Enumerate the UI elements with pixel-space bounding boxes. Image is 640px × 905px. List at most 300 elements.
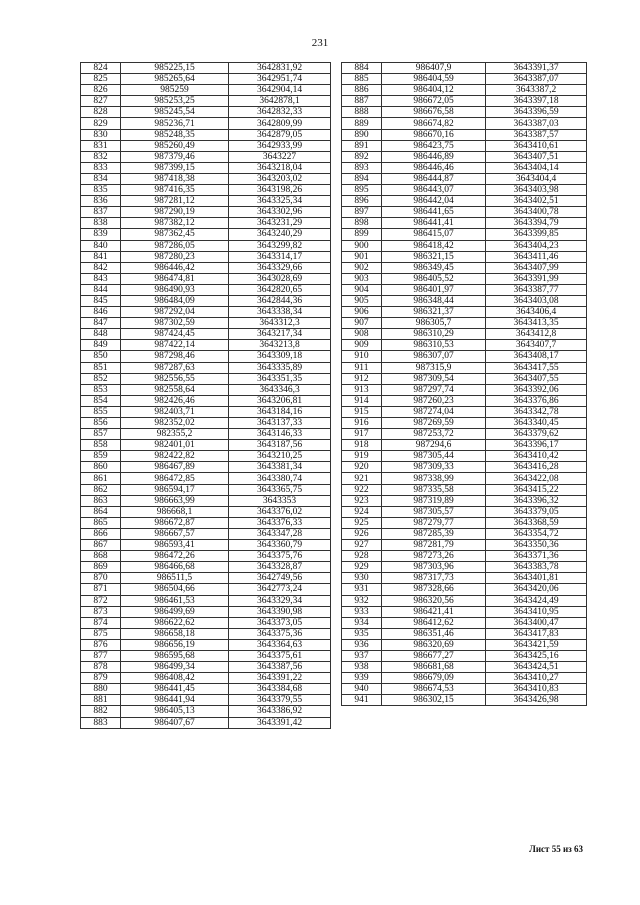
x-coordinate-cell: 987260,23 (382, 395, 486, 406)
table-row (342, 273, 587, 284)
x-coordinate-cell: 986622,62 (121, 617, 229, 628)
y-coordinate-cell: 3643353 (229, 495, 331, 506)
x-coordinate-cell: 986408,42 (121, 673, 229, 684)
x-coordinate-cell: 986676,58 (382, 107, 486, 118)
table-row (81, 140, 331, 151)
table-row (342, 695, 587, 706)
y-coordinate-cell: 3643391,42 (229, 717, 331, 728)
x-coordinate-cell: 985245,54 (121, 107, 229, 118)
y-coordinate-cell: 3643379,55 (229, 695, 331, 706)
point-number-cell: 832 (81, 151, 121, 162)
y-coordinate-cell: 3643309,18 (229, 351, 331, 362)
point-number-cell: 886 (342, 85, 382, 96)
table-row (81, 673, 331, 684)
point-number-cell: 916 (342, 418, 382, 429)
x-coordinate-cell: 987335,58 (382, 484, 486, 495)
point-number-cell: 829 (81, 118, 121, 129)
point-number-cell: 940 (342, 684, 382, 695)
x-coordinate-cell: 985225,15 (121, 63, 229, 74)
y-coordinate-cell: 3643417,55 (486, 362, 587, 373)
point-number-cell: 838 (81, 218, 121, 229)
point-number-cell: 898 (342, 218, 382, 229)
y-coordinate-cell: 3643396,59 (486, 107, 587, 118)
table-row (81, 684, 331, 695)
table-row (342, 562, 587, 573)
table-row (342, 318, 587, 329)
point-number-cell: 926 (342, 528, 382, 539)
y-coordinate-cell: 3643376,33 (229, 517, 331, 528)
y-coordinate-cell: 3643386,92 (229, 706, 331, 717)
table-row (342, 540, 587, 551)
table-row (81, 595, 331, 606)
point-number-cell: 934 (342, 617, 382, 628)
table-row (81, 96, 331, 107)
x-coordinate-cell: 987292,04 (121, 307, 229, 318)
x-coordinate-cell: 986466,68 (121, 562, 229, 573)
y-coordinate-cell: 3643376,86 (486, 395, 587, 406)
y-coordinate-cell: 3643407,51 (486, 151, 587, 162)
y-coordinate-cell: 3643392,06 (486, 384, 587, 395)
y-coordinate-cell: 3643198,26 (229, 185, 331, 196)
table-row (81, 495, 331, 506)
y-coordinate-cell: 3642933,99 (229, 140, 331, 151)
table-row (81, 418, 331, 429)
x-coordinate-cell: 986593,41 (121, 540, 229, 551)
table-row (81, 207, 331, 218)
point-number-cell: 914 (342, 395, 382, 406)
table-row (81, 662, 331, 673)
y-coordinate-cell: 3643360,79 (229, 540, 331, 551)
x-coordinate-cell: 986442,04 (382, 196, 486, 207)
y-coordinate-cell: 3643387,2 (486, 85, 587, 96)
x-coordinate-cell: 987253,72 (382, 429, 486, 440)
y-coordinate-cell: 3643387,57 (486, 129, 587, 140)
x-coordinate-cell: 987382,12 (121, 218, 229, 229)
point-number-cell: 925 (342, 517, 382, 528)
point-number-cell: 888 (342, 107, 382, 118)
y-coordinate-cell: 3642820,65 (229, 284, 331, 295)
table-row (81, 196, 331, 207)
point-number-cell: 930 (342, 573, 382, 584)
y-coordinate-cell: 3643218,04 (229, 162, 331, 173)
point-number-cell: 903 (342, 273, 382, 284)
x-coordinate-cell: 986441,41 (382, 218, 486, 229)
table-row (342, 240, 587, 251)
point-number-cell: 905 (342, 295, 382, 306)
y-coordinate-cell: 3642831,92 (229, 63, 331, 74)
point-number-cell: 880 (81, 684, 121, 695)
point-number-cell: 936 (342, 639, 382, 650)
y-coordinate-cell: 3643299,82 (229, 240, 331, 251)
point-number-cell: 938 (342, 662, 382, 673)
x-coordinate-cell: 985260,49 (121, 140, 229, 151)
y-coordinate-cell: 3643379,05 (486, 506, 587, 517)
y-coordinate-cell: 3643379,62 (486, 429, 587, 440)
point-number-cell: 887 (342, 96, 382, 107)
y-coordinate-cell: 3643403,98 (486, 185, 587, 196)
point-number-cell: 897 (342, 207, 382, 218)
x-coordinate-cell: 982401,01 (121, 440, 229, 451)
point-number-cell: 892 (342, 151, 382, 162)
point-number-cell: 872 (81, 595, 121, 606)
x-coordinate-cell: 986441,65 (382, 207, 486, 218)
table-row (81, 695, 331, 706)
y-coordinate-cell: 3643387,07 (486, 74, 587, 85)
table-row (342, 462, 587, 473)
x-coordinate-cell: 986446,42 (121, 262, 229, 273)
y-coordinate-cell: 3643410,42 (486, 451, 587, 462)
point-number-cell: 919 (342, 451, 382, 462)
table-row (342, 662, 587, 673)
x-coordinate-cell: 986310,29 (382, 329, 486, 340)
table-row (81, 517, 331, 528)
table-row (342, 628, 587, 639)
x-coordinate-cell: 986667,57 (121, 528, 229, 539)
y-coordinate-cell: 3643391,99 (486, 273, 587, 284)
x-coordinate-cell: 987279,77 (382, 517, 486, 528)
point-number-cell: 876 (81, 639, 121, 650)
x-coordinate-cell: 986404,12 (382, 85, 486, 96)
x-coordinate-cell: 986307,07 (382, 351, 486, 362)
x-coordinate-cell: 986446,89 (382, 151, 486, 162)
table-row (81, 551, 331, 562)
x-coordinate-cell: 986595,68 (121, 650, 229, 661)
x-coordinate-cell: 986594,17 (121, 484, 229, 495)
x-coordinate-cell: 986401,97 (382, 284, 486, 295)
y-coordinate-cell: 3643340,45 (486, 418, 587, 429)
table-row (342, 495, 587, 506)
table-row (81, 617, 331, 628)
table-row (342, 196, 587, 207)
point-number-cell: 830 (81, 129, 121, 140)
x-coordinate-cell: 986305,7 (382, 318, 486, 329)
point-number-cell: 932 (342, 595, 382, 606)
y-coordinate-cell: 3643338,34 (229, 307, 331, 318)
point-number-cell: 907 (342, 318, 382, 329)
table-row (81, 429, 331, 440)
point-number-cell: 839 (81, 229, 121, 240)
table-row (81, 351, 331, 362)
table-row (342, 373, 587, 384)
x-coordinate-cell: 986499,34 (121, 662, 229, 673)
x-coordinate-cell: 987422,14 (121, 340, 229, 351)
x-coordinate-cell: 986511,5 (121, 573, 229, 584)
table-row (81, 251, 331, 262)
x-coordinate-cell: 987305,57 (382, 506, 486, 517)
table-row (342, 517, 587, 528)
x-coordinate-cell: 986474,81 (121, 273, 229, 284)
table-row (81, 506, 331, 517)
x-coordinate-cell: 986321,37 (382, 307, 486, 318)
x-coordinate-cell: 986461,53 (121, 595, 229, 606)
x-coordinate-cell: 986499,69 (121, 606, 229, 617)
y-coordinate-cell: 3643383,78 (486, 562, 587, 573)
y-coordinate-cell: 3643404,14 (486, 162, 587, 173)
table-row (342, 340, 587, 351)
point-number-cell: 864 (81, 506, 121, 517)
y-coordinate-cell: 3642773,24 (229, 584, 331, 595)
point-number-cell: 875 (81, 628, 121, 639)
x-coordinate-cell: 987399,15 (121, 162, 229, 173)
x-coordinate-cell: 986351,46 (382, 628, 486, 639)
x-coordinate-cell: 986668,1 (121, 506, 229, 517)
x-coordinate-cell: 986412,62 (382, 617, 486, 628)
table-row (81, 262, 331, 273)
table-row (342, 329, 587, 340)
table-row (342, 207, 587, 218)
point-number-cell: 911 (342, 362, 382, 373)
point-number-cell: 843 (81, 273, 121, 284)
table-row (81, 284, 331, 295)
table-row (81, 162, 331, 173)
table-row (81, 562, 331, 573)
y-coordinate-cell: 3643375,36 (229, 628, 331, 639)
point-number-cell: 840 (81, 240, 121, 251)
point-number-cell: 828 (81, 107, 121, 118)
y-coordinate-cell: 3643399,85 (486, 229, 587, 240)
point-number-cell: 865 (81, 517, 121, 528)
point-number-cell: 921 (342, 473, 382, 484)
table-row (81, 218, 331, 229)
x-coordinate-cell: 986310,53 (382, 340, 486, 351)
x-coordinate-cell: 986348,44 (382, 295, 486, 306)
x-coordinate-cell: 987362,45 (121, 229, 229, 240)
table-row (81, 118, 331, 129)
table-row (81, 185, 331, 196)
x-coordinate-cell: 986656,19 (121, 639, 229, 650)
x-coordinate-cell: 986681,68 (382, 662, 486, 673)
y-coordinate-cell: 3643364,63 (229, 639, 331, 650)
point-number-cell: 847 (81, 318, 121, 329)
table-row (342, 185, 587, 196)
point-number-cell: 874 (81, 617, 121, 628)
table-row (342, 74, 587, 85)
y-coordinate-cell: 3643410,27 (486, 673, 587, 684)
table-row (81, 273, 331, 284)
table-row (81, 340, 331, 351)
x-coordinate-cell: 986415,07 (382, 229, 486, 240)
point-number-cell: 941 (342, 695, 382, 706)
point-number-cell: 827 (81, 96, 121, 107)
point-number-cell: 842 (81, 262, 121, 273)
x-coordinate-cell: 985259 (121, 85, 229, 96)
table-row (342, 406, 587, 417)
x-coordinate-cell: 986302,15 (382, 695, 486, 706)
table-row (81, 540, 331, 551)
x-coordinate-cell: 986441,45 (121, 684, 229, 695)
point-number-cell: 858 (81, 440, 121, 451)
x-coordinate-cell: 987290,19 (121, 207, 229, 218)
table-row (81, 650, 331, 661)
point-number-cell: 928 (342, 551, 382, 562)
x-coordinate-cell: 986670,16 (382, 129, 486, 140)
y-coordinate-cell: 3643421,59 (486, 639, 587, 650)
x-coordinate-cell: 987303,96 (382, 562, 486, 573)
y-coordinate-cell: 3643411,46 (486, 251, 587, 262)
table-row (81, 473, 331, 484)
point-number-cell: 882 (81, 706, 121, 717)
table-row (342, 251, 587, 262)
x-coordinate-cell: 986679,09 (382, 673, 486, 684)
table-row (342, 418, 587, 429)
x-coordinate-cell: 982558,64 (121, 384, 229, 395)
x-coordinate-cell: 985265,64 (121, 74, 229, 85)
table-row (81, 584, 331, 595)
point-number-cell: 878 (81, 662, 121, 673)
y-coordinate-cell: 3643425,16 (486, 650, 587, 661)
point-number-cell: 906 (342, 307, 382, 318)
table-row (81, 440, 331, 451)
table-row (81, 329, 331, 340)
table-row (81, 606, 331, 617)
table-row (81, 129, 331, 140)
table-row (81, 395, 331, 406)
table-row (342, 162, 587, 173)
point-number-cell: 931 (342, 584, 382, 595)
table-row (81, 528, 331, 539)
x-coordinate-cell: 982422,82 (121, 451, 229, 462)
table-row (342, 107, 587, 118)
x-coordinate-cell: 986321,15 (382, 251, 486, 262)
point-number-cell: 899 (342, 229, 382, 240)
table-row (81, 706, 331, 717)
point-number-cell: 862 (81, 484, 121, 495)
table-row (81, 628, 331, 639)
y-coordinate-cell: 3643403,08 (486, 295, 587, 306)
point-number-cell: 833 (81, 162, 121, 173)
y-coordinate-cell: 3643213,8 (229, 340, 331, 351)
point-number-cell: 848 (81, 329, 121, 340)
table-row (342, 639, 587, 650)
y-coordinate-cell: 3643417,83 (486, 628, 587, 639)
y-coordinate-cell: 3643380,74 (229, 473, 331, 484)
point-number-cell: 908 (342, 329, 382, 340)
x-coordinate-cell: 986404,59 (382, 74, 486, 85)
point-number-cell: 893 (342, 162, 382, 173)
table-row (81, 74, 331, 85)
point-number-cell: 939 (342, 673, 382, 684)
y-coordinate-cell: 3643335,89 (229, 362, 331, 373)
point-number-cell: 850 (81, 351, 121, 362)
table-row (81, 573, 331, 584)
point-number-cell: 937 (342, 650, 382, 661)
table-row (342, 684, 587, 695)
table-row (81, 318, 331, 329)
table-row (81, 307, 331, 318)
x-coordinate-cell: 987317,73 (382, 573, 486, 584)
y-coordinate-cell: 3643406,4 (486, 307, 587, 318)
table-row (81, 107, 331, 118)
y-coordinate-cell: 3643413,35 (486, 318, 587, 329)
point-number-cell: 834 (81, 173, 121, 184)
point-number-cell: 846 (81, 307, 121, 318)
y-coordinate-cell: 3643420,06 (486, 584, 587, 595)
y-coordinate-cell: 3642904,14 (229, 85, 331, 96)
point-number-cell: 831 (81, 140, 121, 151)
y-coordinate-cell: 3643390,98 (229, 606, 331, 617)
point-number-cell: 857 (81, 429, 121, 440)
point-number-cell: 883 (81, 717, 121, 728)
point-number-cell: 861 (81, 473, 121, 484)
point-number-cell: 853 (81, 384, 121, 395)
x-coordinate-cell: 987269,59 (382, 418, 486, 429)
page-number: 231 (311, 37, 329, 49)
y-coordinate-cell: 3643231,29 (229, 218, 331, 229)
table-row (342, 218, 587, 229)
y-coordinate-cell: 3643217,34 (229, 329, 331, 340)
x-coordinate-cell: 987302,59 (121, 318, 229, 329)
y-coordinate-cell: 3643184,16 (229, 406, 331, 417)
sheet-label: Лист 55 из 63 (529, 844, 583, 854)
y-coordinate-cell: 3642832,33 (229, 107, 331, 118)
x-coordinate-cell: 986484,09 (121, 295, 229, 306)
x-coordinate-cell: 987418,38 (121, 173, 229, 184)
point-number-cell: 854 (81, 395, 121, 406)
x-coordinate-cell: 982403,71 (121, 406, 229, 417)
table-row (342, 351, 587, 362)
table-row (81, 173, 331, 184)
y-coordinate-cell: 3643407,55 (486, 373, 587, 384)
table-row (81, 484, 331, 495)
table-row (81, 85, 331, 96)
table-row (342, 307, 587, 318)
table-row (342, 473, 587, 484)
x-coordinate-cell: 986658,18 (121, 628, 229, 639)
y-coordinate-cell: 3643375,76 (229, 551, 331, 562)
table-row (342, 151, 587, 162)
table-row (342, 650, 587, 661)
x-coordinate-cell: 987274,04 (382, 406, 486, 417)
x-coordinate-cell: 982352,02 (121, 418, 229, 429)
point-number-cell: 895 (342, 185, 382, 196)
point-number-cell: 901 (342, 251, 382, 262)
x-coordinate-cell: 986663,99 (121, 495, 229, 506)
table-row (81, 63, 331, 74)
y-coordinate-cell: 3643401,81 (486, 573, 587, 584)
y-coordinate-cell: 3643391,37 (486, 63, 587, 74)
table-row (81, 362, 331, 373)
x-coordinate-cell: 986349,45 (382, 262, 486, 273)
y-coordinate-cell: 3643396,17 (486, 440, 587, 451)
point-number-cell: 856 (81, 418, 121, 429)
point-number-cell: 917 (342, 429, 382, 440)
x-coordinate-cell: 986443,07 (382, 185, 486, 196)
y-coordinate-cell: 3643410,61 (486, 140, 587, 151)
y-coordinate-cell: 3643404,23 (486, 240, 587, 251)
x-coordinate-cell: 986467,89 (121, 462, 229, 473)
table-row (81, 462, 331, 473)
y-coordinate-cell: 3643187,56 (229, 440, 331, 451)
x-coordinate-cell: 987319,89 (382, 495, 486, 506)
point-number-cell: 879 (81, 673, 121, 684)
y-coordinate-cell: 3643206,81 (229, 395, 331, 406)
point-number-cell: 859 (81, 451, 121, 462)
point-number-cell: 826 (81, 85, 121, 96)
y-coordinate-cell: 3643351,35 (229, 373, 331, 384)
table-row (342, 506, 587, 517)
x-coordinate-cell: 986677,27 (382, 650, 486, 661)
coordinates-table-left (80, 62, 331, 729)
table-row (342, 395, 587, 406)
point-number-cell: 922 (342, 484, 382, 495)
y-coordinate-cell: 3643404,4 (486, 173, 587, 184)
y-coordinate-cell: 3643415,22 (486, 484, 587, 495)
y-coordinate-cell: 3643350,36 (486, 540, 587, 551)
table-row (342, 617, 587, 628)
y-coordinate-cell: 3642809,99 (229, 118, 331, 129)
table-row (342, 429, 587, 440)
point-number-cell: 836 (81, 196, 121, 207)
